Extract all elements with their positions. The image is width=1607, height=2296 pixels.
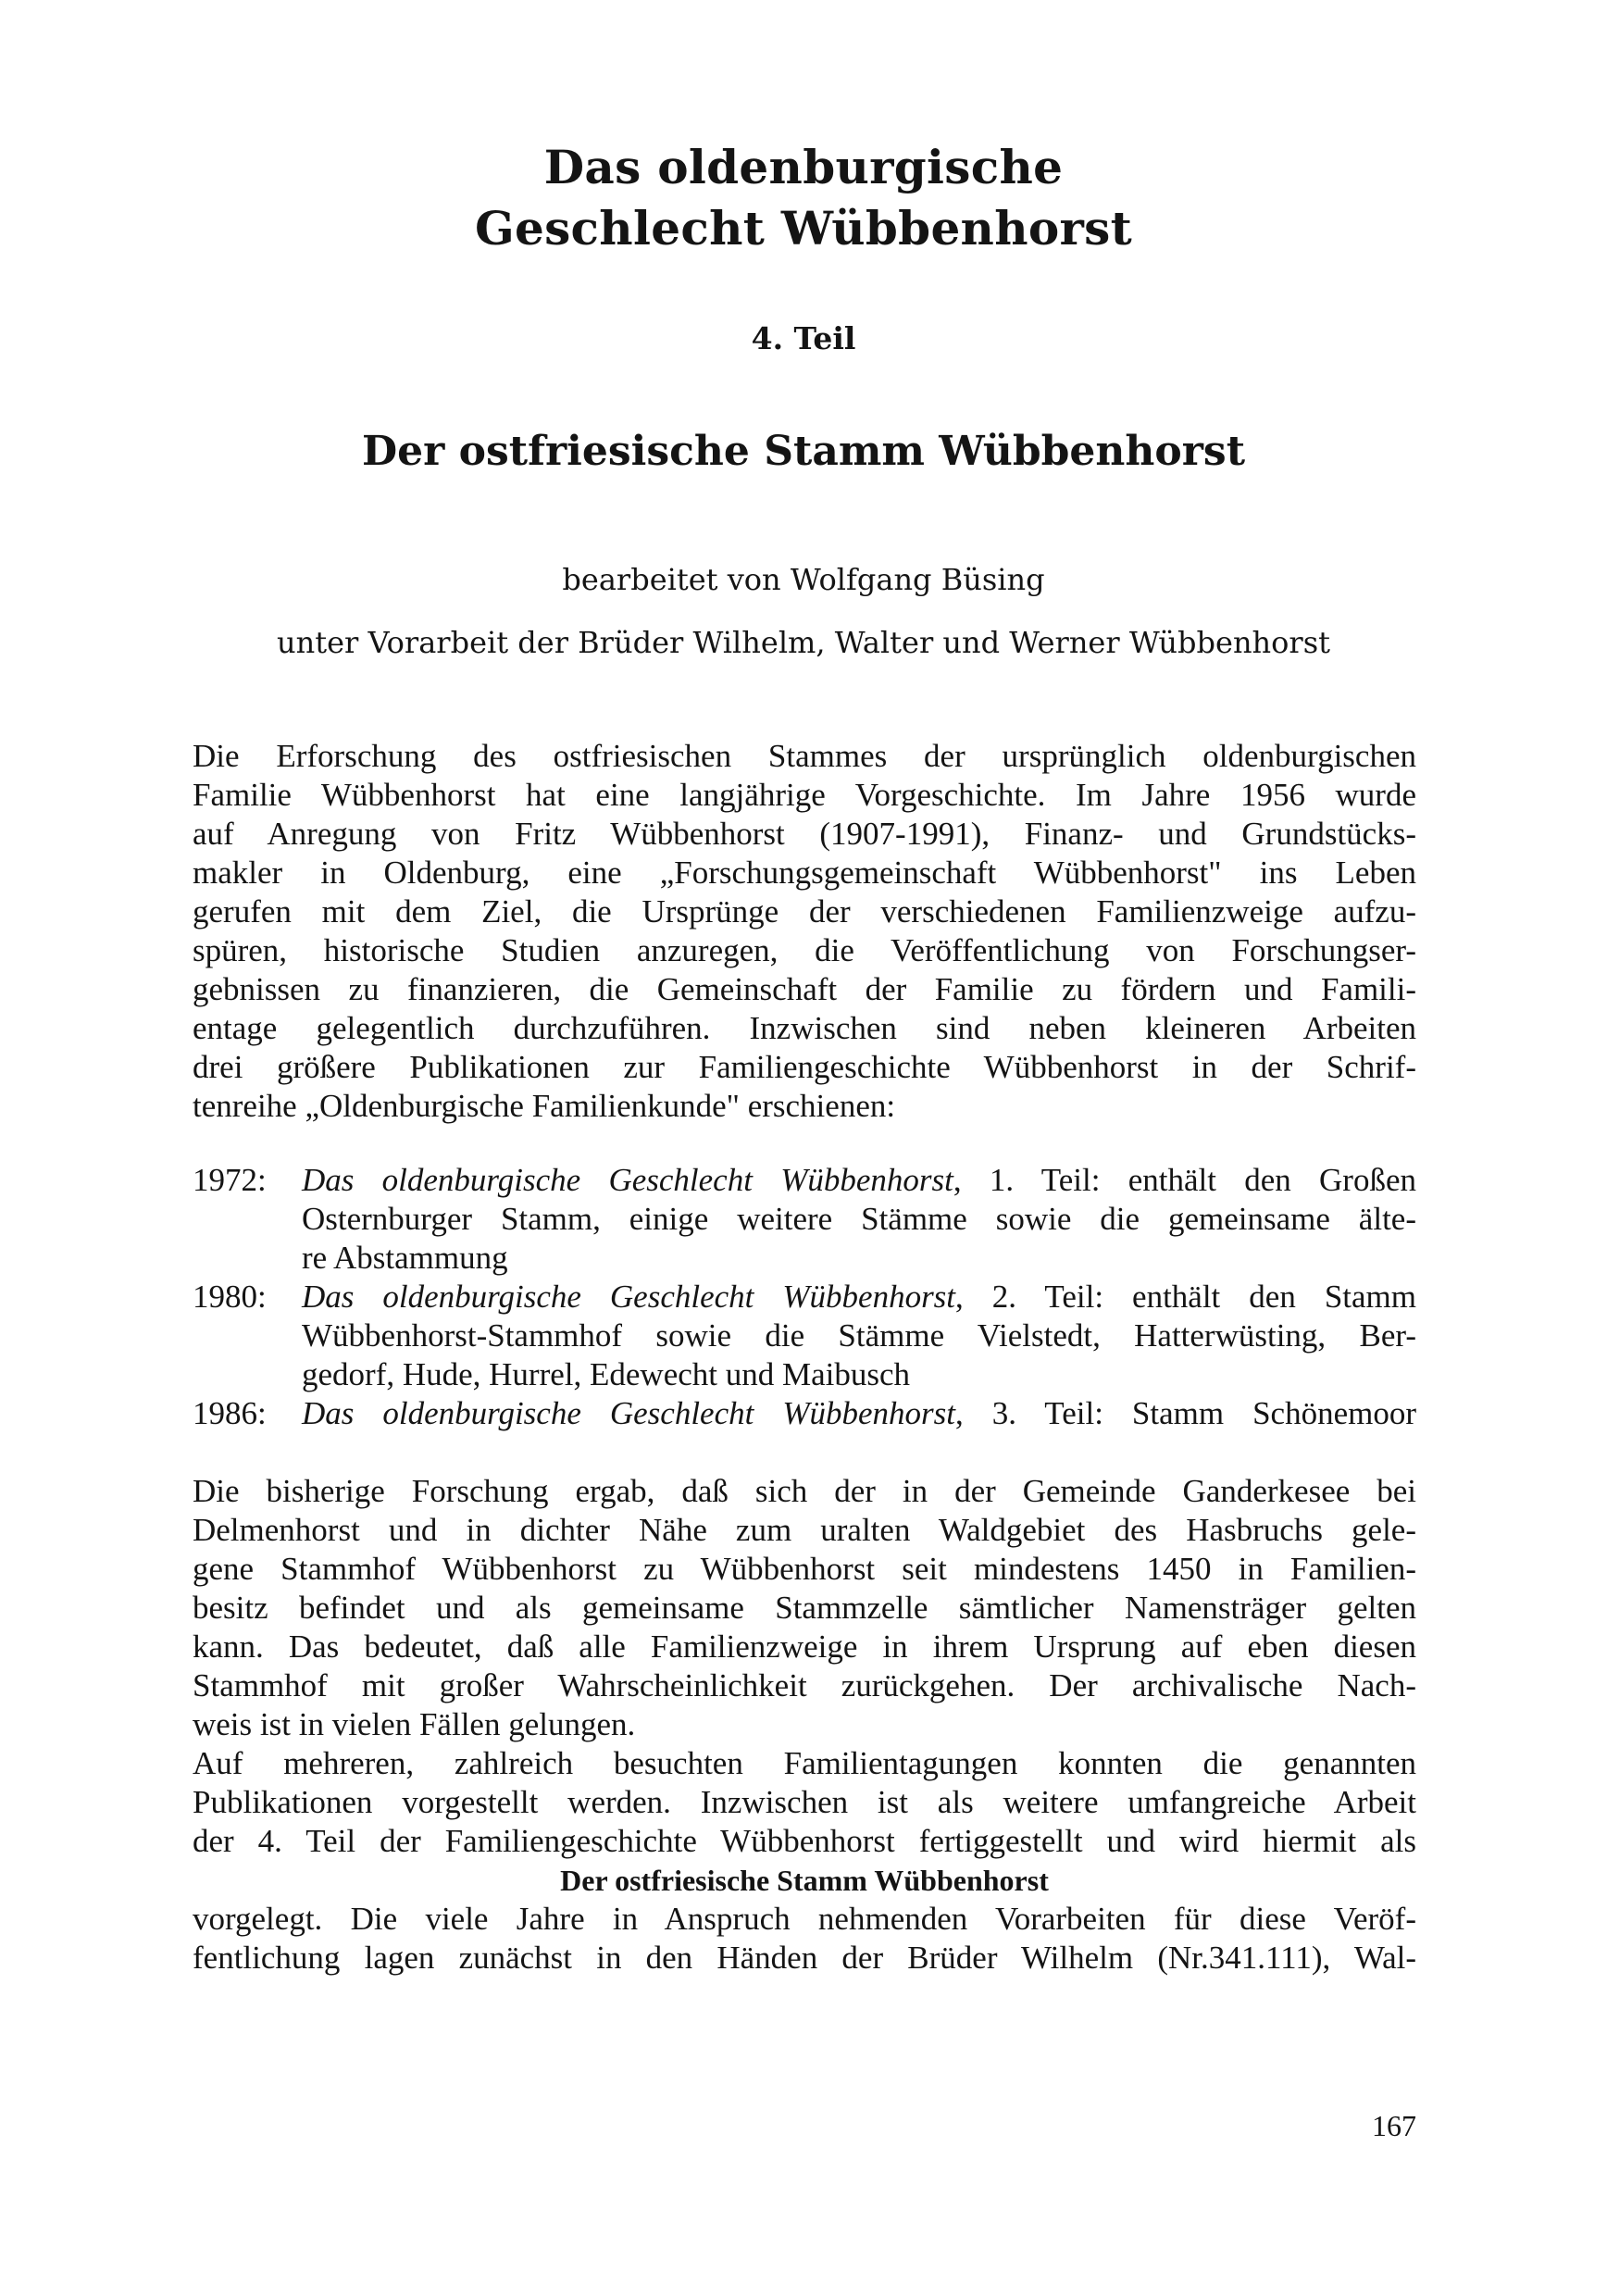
page-number: 167 <box>1372 2109 1416 2142</box>
text-line: kann. Das bedeutet, daß alle Familienzweige in ihrem Ursprung auf eben diesen <box>193 1628 1416 1665</box>
text-line: der 4. Teil der Familiengeschichte Wübbenhorst fertiggestellt und wird hiermit als <box>193 1823 1416 1859</box>
text-line: tenreihe „Oldenburgische Familienkunde" erschienen: <box>193 1088 896 1124</box>
text-line: Die Erforschung des ostfriesischen Stammes der ursprünglich oldenburgischen <box>193 738 1416 774</box>
title-line-1: Das oldenburgische <box>543 140 1064 194</box>
text-line: Delmenhorst und in dichter Nähe zum uralten Waldgebiet des Hasbruchs gele- <box>193 1512 1416 1548</box>
publication-entry <box>302 1394 1416 1433</box>
publication-continuation: re Abstammung <box>302 1240 508 1276</box>
text-line: besitz befindet und als gemeinsame Stammzelle sämtlicher Namensträger gelten <box>193 1590 1416 1626</box>
text-line: gene Stammhof Wübbenhorst zu Wübbenhorst seit mindestens 1450 in Familien- <box>193 1551 1416 1587</box>
text-line: Publikationen vorgestellt werden. Inzwischen ist als weitere umfangreiche Arbeit <box>193 1784 1416 1820</box>
publication-entry <box>302 1161 1416 1200</box>
text-line: spüren, historische Studien anzuregen, die Veröffentlichung von Forschungser- <box>193 932 1416 968</box>
publication-title: Das oldenburgische Geschlecht Wübbenhorst <box>302 1279 956 1315</box>
publication-description: , 1. Teil: enthält den Großen <box>953 1162 1416 1198</box>
text-line: Die bisherige Forschung ergab, daß sich der in der Gemeinde Ganderkesee bei <box>193 1473 1416 1509</box>
section-subtitle: Der ostfriesische Stamm Wübbenhorst <box>361 428 1246 475</box>
text-line: drei größere Publikationen zur Familiengeschichte Wübbenhorst in der Schrif- <box>193 1049 1416 1085</box>
text-line: Familie Wübbenhorst hat eine langjährige Vorgeschichte. Im Jahre 1956 wurde <box>193 777 1416 813</box>
text-line: auf Anregung von Fritz Wübbenhorst (1907-1991), Finanz- und Grundstücks- <box>193 816 1416 852</box>
page-title <box>433 137 1174 259</box>
contributors-byline: unter Vorarbeit der Brüder Wilhelm, Walter und Werner Wübbenhorst <box>276 625 1330 660</box>
text-line: vorgelegt. Die viele Jahre in Anspruch nehmenden Vorarbeiten für diese Veröf- <box>193 1901 1416 1937</box>
publication-continuation: Wübbenhorst-Stammhof sowie die Stämme Vielstedt, Hatterwüsting, Ber- <box>302 1317 1416 1354</box>
publication-continuation: Osternburger Stamm, einige weitere Stämme sowie die gemeinsame älte- <box>302 1201 1416 1237</box>
publication-description: , 2. Teil: enthält den Stamm <box>955 1279 1416 1315</box>
publication-title: Das oldenburgische Geschlecht Wübbenhorst <box>302 1162 953 1198</box>
text-line: Auf mehreren, zahlreich besuchten Familientagungen konnten die genannten <box>193 1745 1416 1781</box>
text-line: entage gelegentlich durchzuführen. Inzwischen sind neben kleineren Arbeiten <box>193 1010 1416 1046</box>
text-line: Stammhof mit großer Wahrscheinlichkeit zurückgehen. Der archivalische Nach- <box>193 1667 1416 1703</box>
publication-title: Das oldenburgische Geschlecht Wübbenhorst <box>302 1395 955 1431</box>
text-line: fentlichung lagen zunächst in den Händen der Brüder Wilhelm (Nr.341.111), Wal- <box>193 1940 1416 1976</box>
text-line: gebnissen zu finanzieren, die Gemeinschaft der Familie zu fördern und Famili- <box>193 971 1416 1007</box>
part-label: 4. Teil <box>751 320 856 356</box>
publication-entry <box>302 1278 1416 1316</box>
text-line: makler in Oldenburg, eine „Forschungsgemeinschaft Wübbenhorst" ins Leben <box>193 855 1416 891</box>
publication-continuation: gedorf, Hude, Hurrel, Edewecht und Maibusch <box>302 1356 911 1392</box>
publication-description: , 3. Teil: Stamm Schönemoor <box>954 1395 1417 1431</box>
title-line-2: Geschlecht Wübbenhorst <box>474 201 1133 256</box>
text-line: gerufen mit dem Ziel, die Ursprünge der verschiedenen Familienzweige aufzu- <box>193 893 1416 930</box>
inline-heading: Der ostfriesische Stamm Wübbenhorst <box>560 1864 1049 1897</box>
author-byline: bearbeitet von Wolfgang Büsing <box>562 562 1045 597</box>
publication-year: 1980: <box>193 1279 267 1315</box>
publication-year: 1986: <box>193 1395 267 1431</box>
publication-year: 1972: <box>193 1162 267 1198</box>
text-line: weis ist in vielen Fällen gelungen. <box>193 1706 636 1742</box>
